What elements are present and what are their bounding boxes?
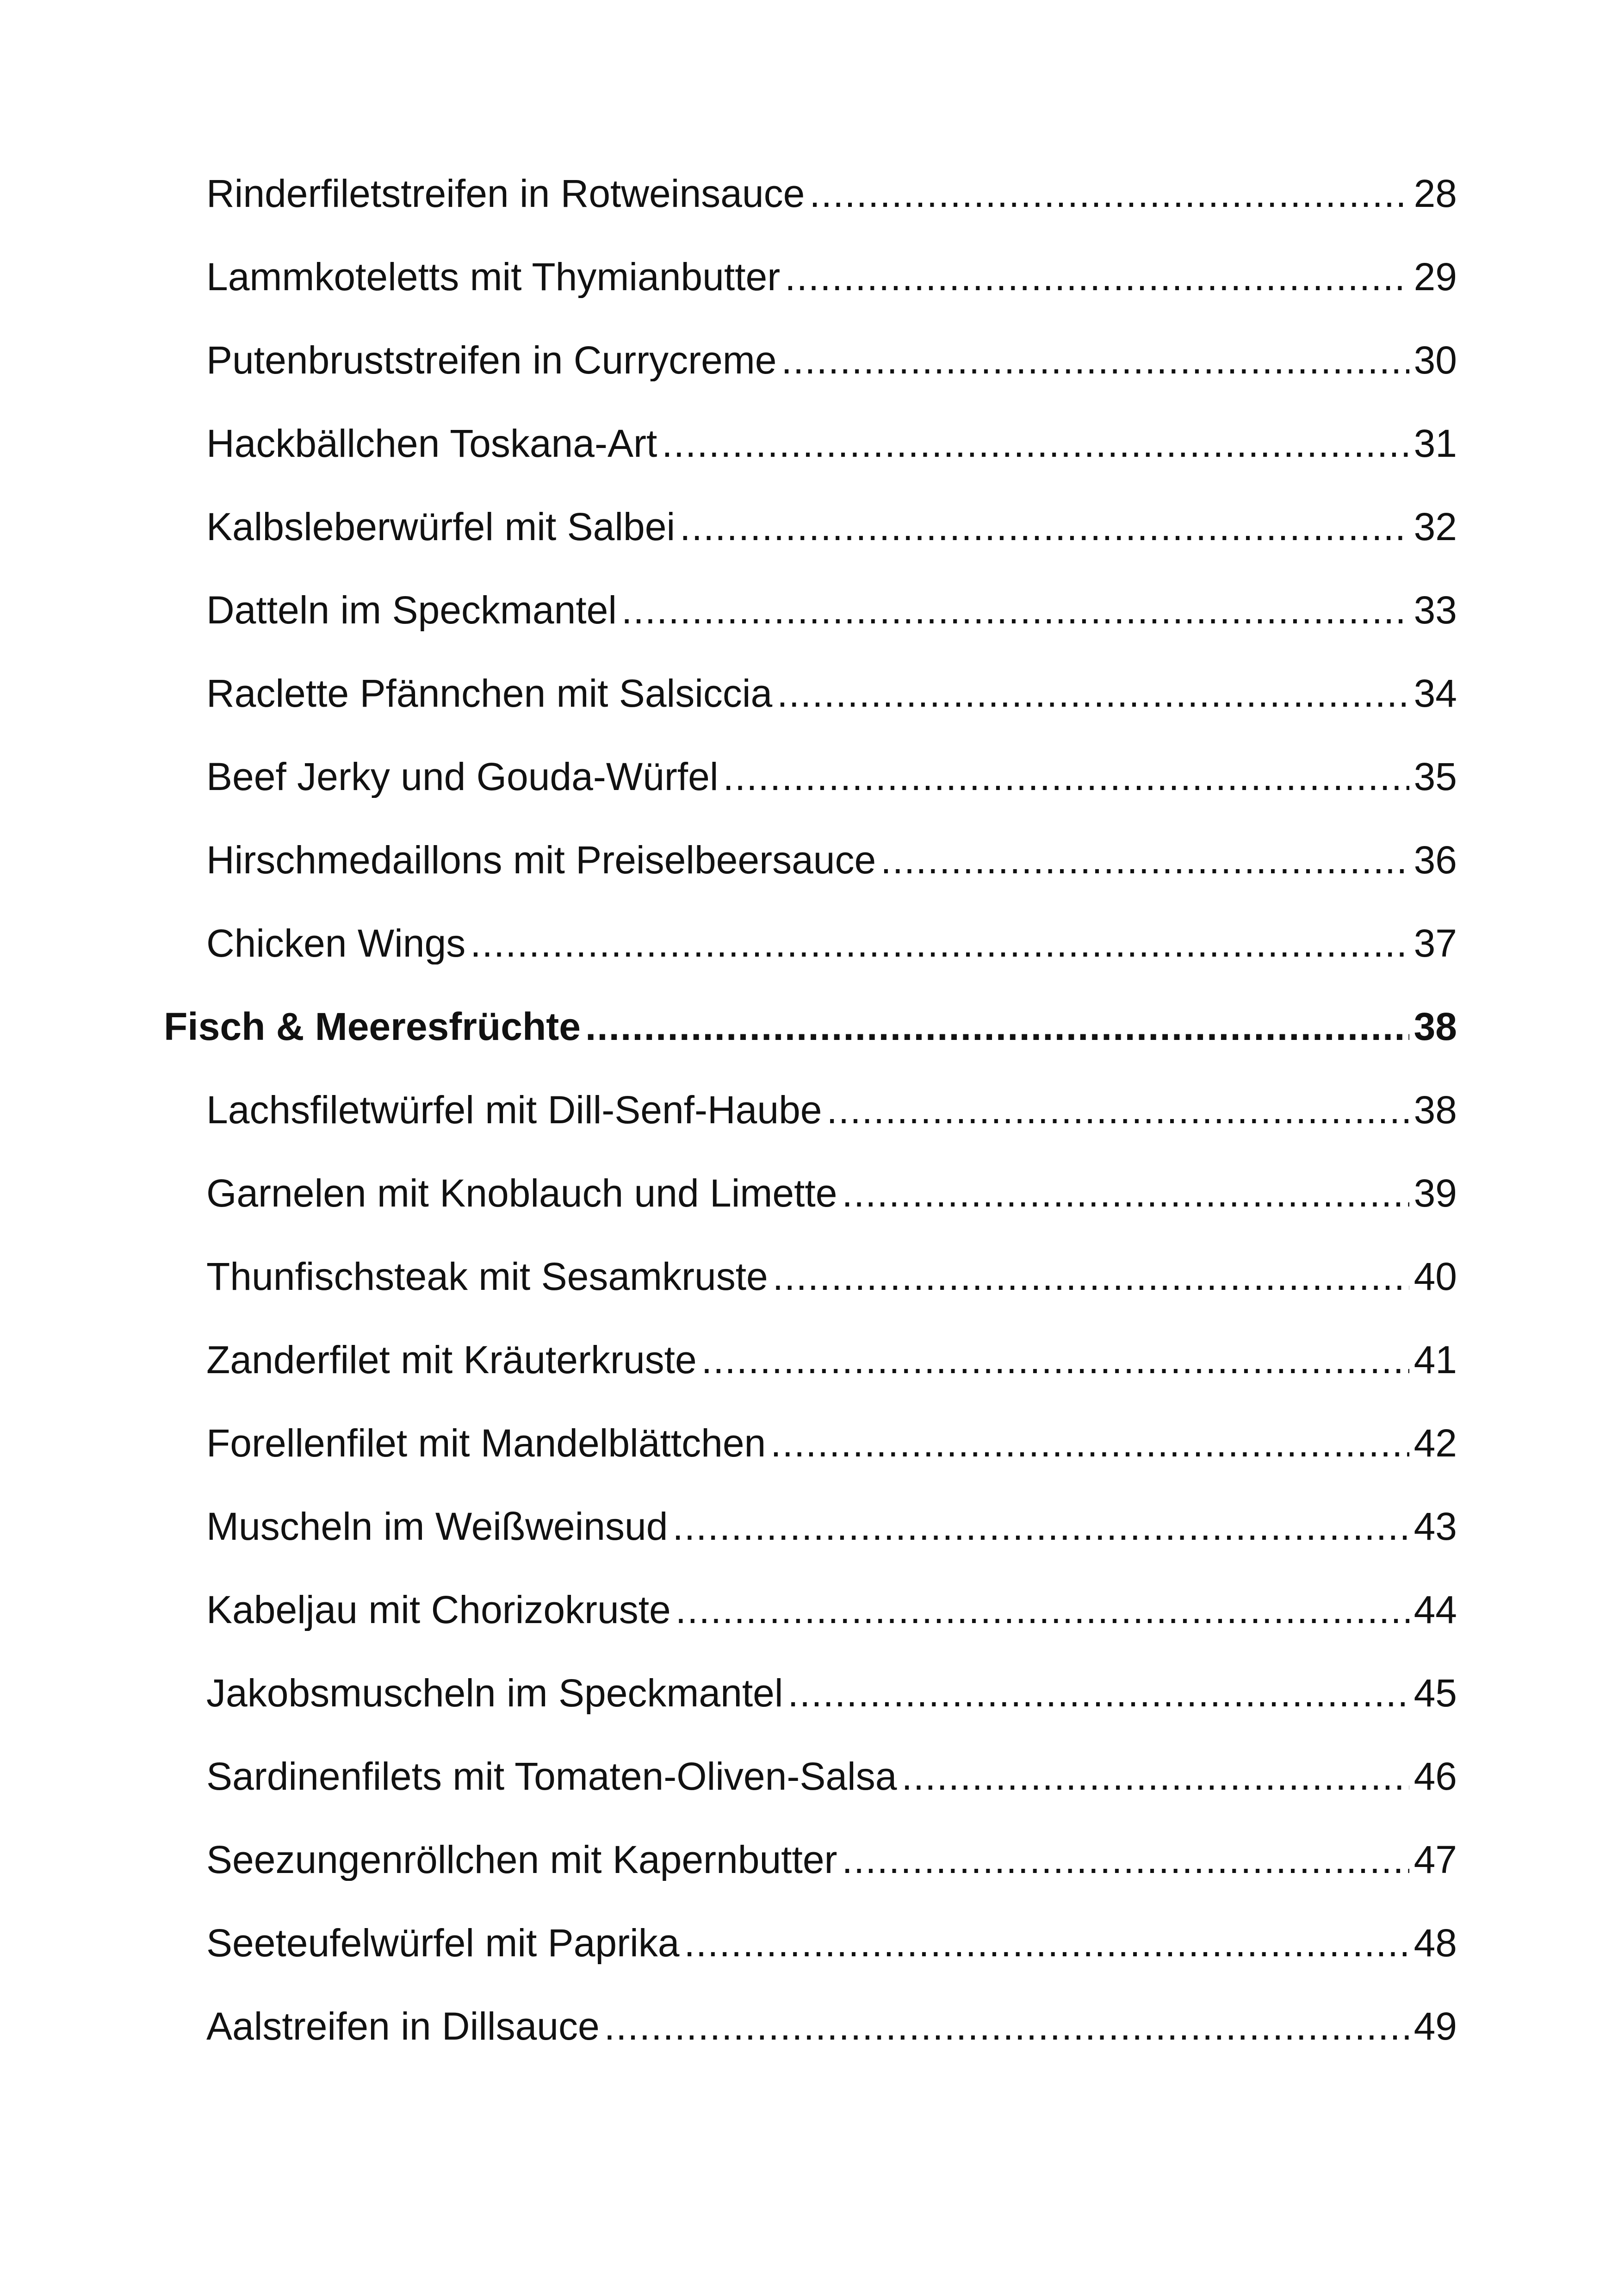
toc-page-number: 41	[1413, 1338, 1457, 1381]
toc-page-number: 29	[1413, 255, 1457, 298]
toc-page-number: 38	[1413, 1004, 1457, 1048]
toc-entry-title: Hackbällchen Toskana-Art	[206, 421, 657, 465]
toc-entry-kabeljau[interactable]	[206, 1575, 1457, 1631]
toc-page-number: 39	[1413, 1171, 1457, 1214]
dot-leader	[604, 2005, 1409, 2047]
toc-entry-title: Forellenfilet mit Mandelblättchen	[206, 1421, 766, 1464]
toc-page-number: 31	[1413, 421, 1457, 465]
dot-leader	[672, 1505, 1409, 1548]
dot-leader	[809, 172, 1409, 215]
dot-leader	[585, 1005, 1409, 1048]
toc-entry-datteln[interactable]	[206, 576, 1457, 631]
dot-leader	[781, 339, 1409, 381]
toc-entry-title: Beef Jerky und Gouda-Würfel	[206, 754, 719, 798]
dot-leader	[662, 422, 1409, 465]
toc-entry-zanderfilet[interactable]	[206, 1325, 1457, 1381]
dot-leader	[723, 755, 1409, 798]
toc-entry-raclette[interactable]	[206, 659, 1457, 715]
toc-page-number: 33	[1413, 588, 1457, 631]
dot-leader	[684, 1922, 1409, 1964]
toc-entry-thunfischsteak[interactable]	[206, 1242, 1457, 1298]
toc-page-number: 49	[1413, 2004, 1457, 2047]
toc-page-number: 42	[1413, 1421, 1457, 1464]
toc-entry-hackbaellchen[interactable]	[206, 409, 1457, 465]
dot-leader	[842, 1172, 1409, 1214]
toc-entry-title: Datteln im Speckmantel	[206, 588, 617, 631]
toc-entry-seeteufelwuerfel[interactable]	[206, 1909, 1457, 1964]
toc-entry-title: Raclette Pfännchen mit Salsiccia	[206, 671, 773, 715]
dot-leader	[676, 1588, 1409, 1631]
toc-page-number: 30	[1413, 338, 1457, 381]
dot-leader	[901, 1755, 1409, 1798]
toc-section-fisch-meeresfruechte[interactable]	[164, 992, 1457, 1048]
toc-page-number: 40	[1413, 1254, 1457, 1298]
toc-page-number: 34	[1413, 671, 1457, 715]
dot-leader	[788, 1672, 1409, 1714]
toc-entry-lachsfiletwuerfel[interactable]	[206, 1076, 1457, 1131]
toc-entry-title: Chicken Wings	[206, 921, 466, 964]
dot-leader	[773, 1255, 1409, 1298]
toc-entry-muscheln[interactable]	[206, 1492, 1457, 1548]
toc-entry-title: Garnelen mit Knoblauch und Limette	[206, 1171, 837, 1214]
toc-page-number: 44	[1413, 1587, 1457, 1631]
toc-entry-title: Putenbruststreifen in Currycreme	[206, 338, 777, 381]
toc-entry-aalstreifen[interactable]	[206, 1992, 1457, 2047]
toc-page-number: 48	[1413, 1921, 1457, 1964]
toc-page-number: 47	[1413, 1837, 1457, 1881]
toc-entry-title: Muscheln im Weißweinsud	[206, 1504, 668, 1548]
toc-entry-jakobsmuscheln[interactable]	[206, 1659, 1457, 1714]
toc-entry-title: Seeteufelwürfel mit Paprika	[206, 1921, 680, 1964]
dot-leader	[701, 1338, 1409, 1381]
toc-entry-kalbsleberwuerfel[interactable]	[206, 492, 1457, 548]
dot-leader	[680, 505, 1409, 548]
toc-page-number: 46	[1413, 1754, 1457, 1798]
toc-entry-beef-jerky[interactable]	[206, 742, 1457, 798]
toc-entry-title: Zanderfilet mit Kräuterkruste	[206, 1338, 697, 1381]
dot-leader	[827, 1089, 1409, 1131]
dot-leader	[621, 589, 1409, 631]
toc-page-number: 43	[1413, 1504, 1457, 1548]
toc-entry-title: Thunfischsteak mit Sesamkruste	[206, 1254, 768, 1298]
toc-entry-chicken-wings[interactable]	[206, 909, 1457, 964]
toc-entry-title: Kabeljau mit Chorizokruste	[206, 1587, 671, 1631]
toc-entry-rinderfiletstreifen[interactable]	[206, 159, 1457, 215]
dot-leader	[777, 672, 1409, 715]
dot-leader	[880, 839, 1409, 881]
toc-page-number: 32	[1413, 504, 1457, 548]
toc-page-number: 35	[1413, 754, 1457, 798]
toc-entry-garnelen[interactable]	[206, 1159, 1457, 1214]
toc-entry-title: Jakobsmuscheln im Speckmantel	[206, 1671, 783, 1714]
toc-page-number: 36	[1413, 838, 1457, 881]
toc-entry-title: Sardinenfilets mit Tomaten-Oliven-Salsa	[206, 1754, 897, 1798]
dot-leader	[770, 1422, 1409, 1464]
toc-entry-title: Rinderfiletstreifen in Rotweinsauce	[206, 171, 805, 215]
toc-entry-hirschmedaillons[interactable]	[206, 826, 1457, 881]
toc-page-number: 37	[1413, 921, 1457, 964]
dot-leader	[785, 255, 1409, 298]
toc-entry-lammkoteletts[interactable]	[206, 243, 1457, 298]
toc-entry-forellenfilet[interactable]	[206, 1409, 1457, 1464]
dot-leader	[470, 922, 1409, 964]
toc-entry-title: Aalstreifen in Dillsauce	[206, 2004, 600, 2047]
toc-page-number: 28	[1413, 171, 1457, 215]
toc-entry-title: Lammkoteletts mit Thymianbutter	[206, 255, 781, 298]
toc-entry-seezungenroellchen[interactable]	[206, 1825, 1457, 1881]
toc-entry-title: Seezungenröllchen mit Kapernbutter	[206, 1837, 837, 1881]
dot-leader	[842, 1838, 1409, 1881]
toc-entry-sardinenfilets[interactable]	[206, 1742, 1457, 1798]
toc-page-number: 45	[1413, 1671, 1457, 1714]
toc-entry-title: Lachsfiletwürfel mit Dill-Senf-Haube	[206, 1088, 822, 1131]
toc-page-number: 38	[1413, 1088, 1457, 1131]
toc-section-title: Fisch & Meeresfrüchte	[164, 1004, 581, 1048]
toc-entry-title: Kalbsleberwürfel mit Salbei	[206, 504, 676, 548]
toc-entry-putenbruststreifen[interactable]	[206, 326, 1457, 381]
toc-entry-title: Hirschmedaillons mit Preiselbeersauce	[206, 838, 876, 881]
